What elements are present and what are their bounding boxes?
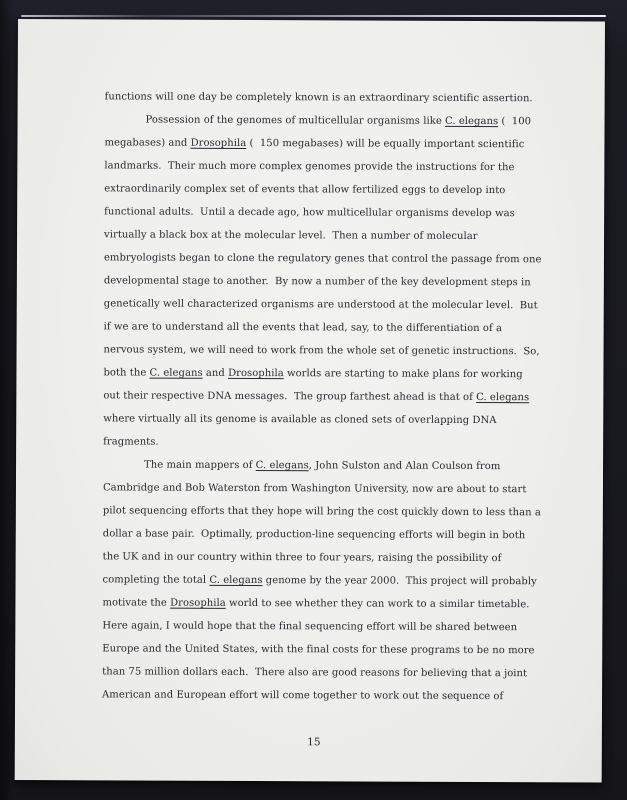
text-segment: nervous system, we will need to work from the whole set of genetic instructions. So, bbox=[103, 344, 540, 358]
text-segment: world to see whether they can work to a similar timetable. bbox=[225, 597, 530, 611]
text-line bbox=[104, 292, 549, 317]
text-segment: if we are to understand all the events that lead, say, to the differentiation of a bbox=[103, 321, 502, 335]
text-segment: developmental stage to another. By now a number of the key development steps in bbox=[103, 275, 531, 289]
text-segment: genetically well characterized organisms are understood at the molecular level. But bbox=[103, 298, 538, 312]
text-line bbox=[103, 499, 548, 524]
paper-edge-highlight bbox=[21, 15, 606, 17]
text-segment: Here again, I would hope that the final sequencing effort will be shared between bbox=[102, 620, 518, 634]
page-number: 15 bbox=[307, 736, 321, 749]
underlined-term: C. elegans bbox=[476, 392, 530, 404]
text-line bbox=[103, 361, 548, 386]
text-segment: megabases) and bbox=[104, 137, 191, 149]
text-segment: Europe and the United States, with the final costs for these programs to be no more bbox=[102, 643, 535, 657]
text-line bbox=[103, 407, 548, 432]
text-segment: American and European effort will come together to work out the sequence of bbox=[102, 689, 504, 703]
text-segment: ( 150 megabases) will be equally important scientific bbox=[246, 137, 525, 151]
underlined-term: C. elegans bbox=[149, 367, 203, 379]
text-segment: ( 100 bbox=[498, 116, 532, 128]
text-segment: The main mappers of bbox=[144, 459, 256, 472]
text-segment: landmarks. Their much more complex genomes provide the instructions for the bbox=[104, 160, 515, 174]
text-segment: worlds are starting to make plans for working bbox=[283, 368, 523, 381]
text-segment: genome by the year 2000. This project will probably bbox=[262, 575, 537, 588]
text-line bbox=[103, 453, 548, 478]
text-line bbox=[104, 269, 549, 294]
text-line bbox=[102, 614, 547, 639]
text-segment: functional adults. Until a decade ago, how multicellular organisms develop was bbox=[104, 206, 515, 220]
text-segment: out their respective DNA messages. The group farthest ahead is that of bbox=[103, 390, 477, 404]
text-line bbox=[105, 85, 550, 110]
text-segment: Cambridge and Bob Waterston from Washington University, now are about to start bbox=[102, 482, 527, 496]
text-line bbox=[105, 108, 550, 133]
text-line bbox=[103, 430, 548, 455]
text-segment: , John Sulston and Alan Coulson from bbox=[308, 460, 501, 473]
text-segment: functions will one day be completely known is an extraordinary scientific assertion. bbox=[104, 91, 533, 105]
text-line bbox=[102, 591, 547, 616]
text-segment: dollar a base pair. Optimally, production-line sequencing efforts will begin in both bbox=[102, 528, 526, 542]
text-line bbox=[103, 568, 548, 593]
text-segment: both the bbox=[103, 367, 150, 379]
text-line bbox=[104, 177, 549, 202]
text-segment: motivate the bbox=[102, 597, 171, 609]
underlined-term: Drosophila bbox=[190, 137, 247, 149]
text-line bbox=[103, 384, 548, 409]
text-line bbox=[104, 338, 549, 363]
text-segment: virtually a black box at the molecular level. Then a number of molecular bbox=[104, 229, 478, 243]
document-text bbox=[102, 85, 550, 708]
text-line bbox=[104, 223, 549, 248]
document-page bbox=[15, 19, 605, 783]
text-line bbox=[104, 315, 549, 340]
text-segment: fragments. bbox=[103, 436, 159, 448]
text-line bbox=[103, 522, 548, 547]
text-segment: extraordinarily complex set of events that allow fertilized eggs to develop into bbox=[104, 183, 506, 197]
underlined-term: C. elegans bbox=[445, 115, 499, 128]
underlined-term: Drosophila bbox=[170, 597, 226, 609]
text-segment: embryologists began to clone the regulatory genes that control the passage from one bbox=[103, 252, 542, 266]
text-line bbox=[104, 200, 549, 225]
text-segment: completing the total bbox=[102, 574, 210, 586]
text-line bbox=[104, 246, 549, 271]
text-line bbox=[103, 545, 548, 570]
text-segment: and bbox=[202, 367, 229, 379]
text-line bbox=[102, 660, 547, 685]
underlined-term: Drosophila bbox=[228, 367, 284, 380]
text-segment: Possession of the genomes of multicellular organisms like bbox=[145, 114, 446, 127]
text-segment: pilot sequencing efforts that they hope will bring the cost quickly down to less than a bbox=[102, 505, 541, 519]
text-line bbox=[104, 131, 549, 156]
text-segment: the UK and in our country within three to four years, raising the possibility of bbox=[102, 551, 502, 565]
text-line bbox=[102, 637, 547, 662]
text-segment: where virtually all its genome is available as cloned sets of overlapping DNA bbox=[103, 413, 497, 427]
text-line bbox=[104, 154, 549, 179]
underlined-term: C. elegans bbox=[209, 574, 263, 587]
text-line bbox=[103, 476, 548, 501]
text-segment: than 75 million dollars each. There also are good reasons for believing that a joint bbox=[102, 666, 528, 680]
underlined-term: C. elegans bbox=[255, 460, 309, 472]
text-line bbox=[102, 683, 547, 708]
